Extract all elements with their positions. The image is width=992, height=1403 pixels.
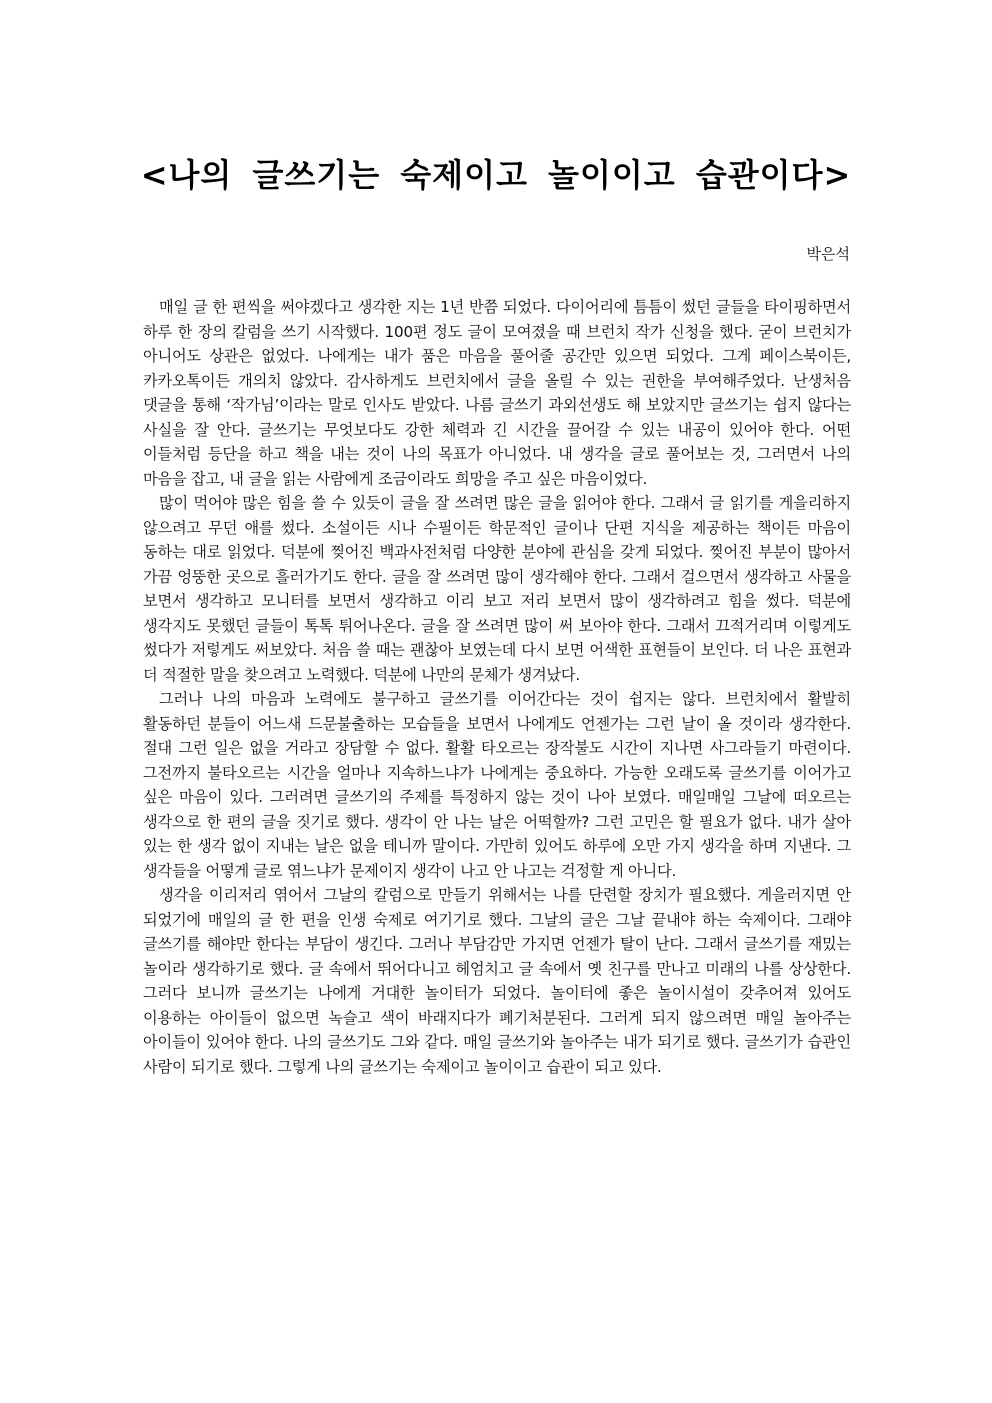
paragraph-4: 생각을 이리저리 엮어서 그날의 칼럼으로 만들기 위해서는 나를 단련할 장치가 필요했다. 게을러지면 안 되었기에 매일의 글 한 편을 인생 숙제로 여기기로 했다. 그날의 글은 그날 끝내야 하는 숙제이다. 그래야 글쓰기를 해야만 한다는 부담이 생긴다. 그러나 부담감만 가지면 언젠가 탈이 난다. 그래서 글쓰기를 재밌는 놀이라 생각하기로 했다. 글 속에서 뛰어다니고 헤엄치고 글 속에서 옛 친구를 만나고 미래의 나를 상상한다. 그러다 보니까 글쓰기는 나에게 거대한 놀이터가 되었다. 놀이터에 좋은 놀이시설이 갖추어져 있어도 이용하는 아이들이 없으면 녹슬고 색이 바래지다가 폐기처분된다. 그러게 되지 않으려면 매일 놀아주는 아이들이 있어야 한다. 나의 글쓰기도 그와 같다. 매일 글쓰기와 놀아주는 내가 되기로 했다. 글쓰기가 습관인 사람이 되기로 했다. 그렇게 나의 글쓰기는 숙제이고 놀이이고 습관이 되고 있다. [143,886,851,1076]
author-name: 박은석 [806,245,850,263]
paragraph-2: 많이 먹어야 많은 힘을 쓸 수 있듯이 글을 잘 쓰려면 많은 글을 읽어야 한다. 그래서 글 읽기를 게을리하지 않으려고 무던 애를 썼다. 소설이든 시나 수필이든 학문적인 글이나 단편 지식을 제공하는 책이든 마음이 동하는 대로 읽었다. 덕분에 찢어진 백과사전처럼 다양한 분야에 관심을 갖게 되었다. 찢어진 부분이 많아서 가끔 엉뚱한 곳으로 흘러가기도 한다. 글을 잘 쓰려면 많이 생각해야 한다. 그래서 걸으면서 생각하고 사물을 보면서 생각하고 모니터를 보면서 생각하고 이리 보고 저리 보면서 많이 생각하려고 힘을 썼다. 덕분에 생각지도 못했던 글들이 톡톡 튀어나온다. 글을 잘 쓰려면 많이 써 보아야 한다. 그래서 끄적거리며 이렇게도 썼다가 저렇게도 써보았다. 처음 쓸 때는 괜찮아 보였는데 다시 보면 어색한 표현들이 보인다. 더 나은 표현과 더 적절한 말을 찾으려고 노력했다. 덕분에 나만의 문체가 생겨났다. [143,494,851,684]
document-body [143,295,851,1079]
paragraph-1: 매일 글 한 편씩을 써야겠다고 생각한 지는 1년 반쯤 되었다. 다이어리에 틈틈이 썼던 글들을 타이핑하면서 하루 한 장의 칼럼을 쓰기 시작했다. 100편 정도 글이 모여졌을 때 브런치 작가 신청을 했다. 굳이 브런치가 아니어도 상관은 없었다. 나에게는 내가 품은 마음을 풀어줄 공간만 있으면 되었다. 그게 페이스북이든, 카카오톡이든 개의치 않았다. 감사하게도 브런치에서 글을 올릴 수 있는 권한을 부여해주었다. 난생처음 댓글을 통해 ‘작가님’이라는 말로 인사도 받았다. 나름 글쓰기 과외선생도 해 보았지만 글쓰기는 쉽지 않다는 사실을 잘 안다. 글쓰기는 무엇보다도 강한 체력과 긴 시간을 끌어갈 수 있는 내공이 있어야 한다. 어떤 이들처럼 등단을 하고 책을 내는 것이 나의 목표가 아니었다. 내 생각을 글로 풀어보는 것, 그러면서 나의 마음을 잡고, 내 글을 읽는 사람에게 조금이라도 희망을 주고 싶은 마음이었다. [143,298,851,488]
document-title: <나의 글쓰기는 숙제이고 놀이이고 습관이다> [140,156,852,194]
paragraph-3: 그러나 나의 마음과 노력에도 불구하고 글쓰기를 이어간다는 것이 쉽지는 않다. 브런치에서 활발히 활동하던 분들이 어느새 드문불출하는 모습들을 보면서 나에게도 언젠가는 그런 날이 올 것이라 생각한다. 절대 그런 일은 없을 거라고 장담할 수 없다. 활활 타오르는 장작불도 시간이 지나면 사그라들기 마련이다. 그전까지 불타오르는 시간을 얼마나 지속하느냐가 나에게는 중요하다. 가능한 오래도록 글쓰기를 이어가고 싶은 마음이 있다. 그러려면 글쓰기의 주제를 특정하지 않는 것이 나아 보였다. 매일매일 그날에 떠오르는 생각으로 한 편의 글을 짓기로 했다. 생각이 안 나는 날은 어떡할까? 그런 고민은 할 필요가 없다. 내가 살아 있는 한 생각 없이 지내는 날은 없을 테니까 말이다. 가만히 있어도 하루에 오만 가지 생각을 하며 지낸다. 그 생각들을 어떻게 글로 엮느냐가 문제이지 생각이 나고 안 나고는 걱정할 게 아니다. [143,690,851,880]
